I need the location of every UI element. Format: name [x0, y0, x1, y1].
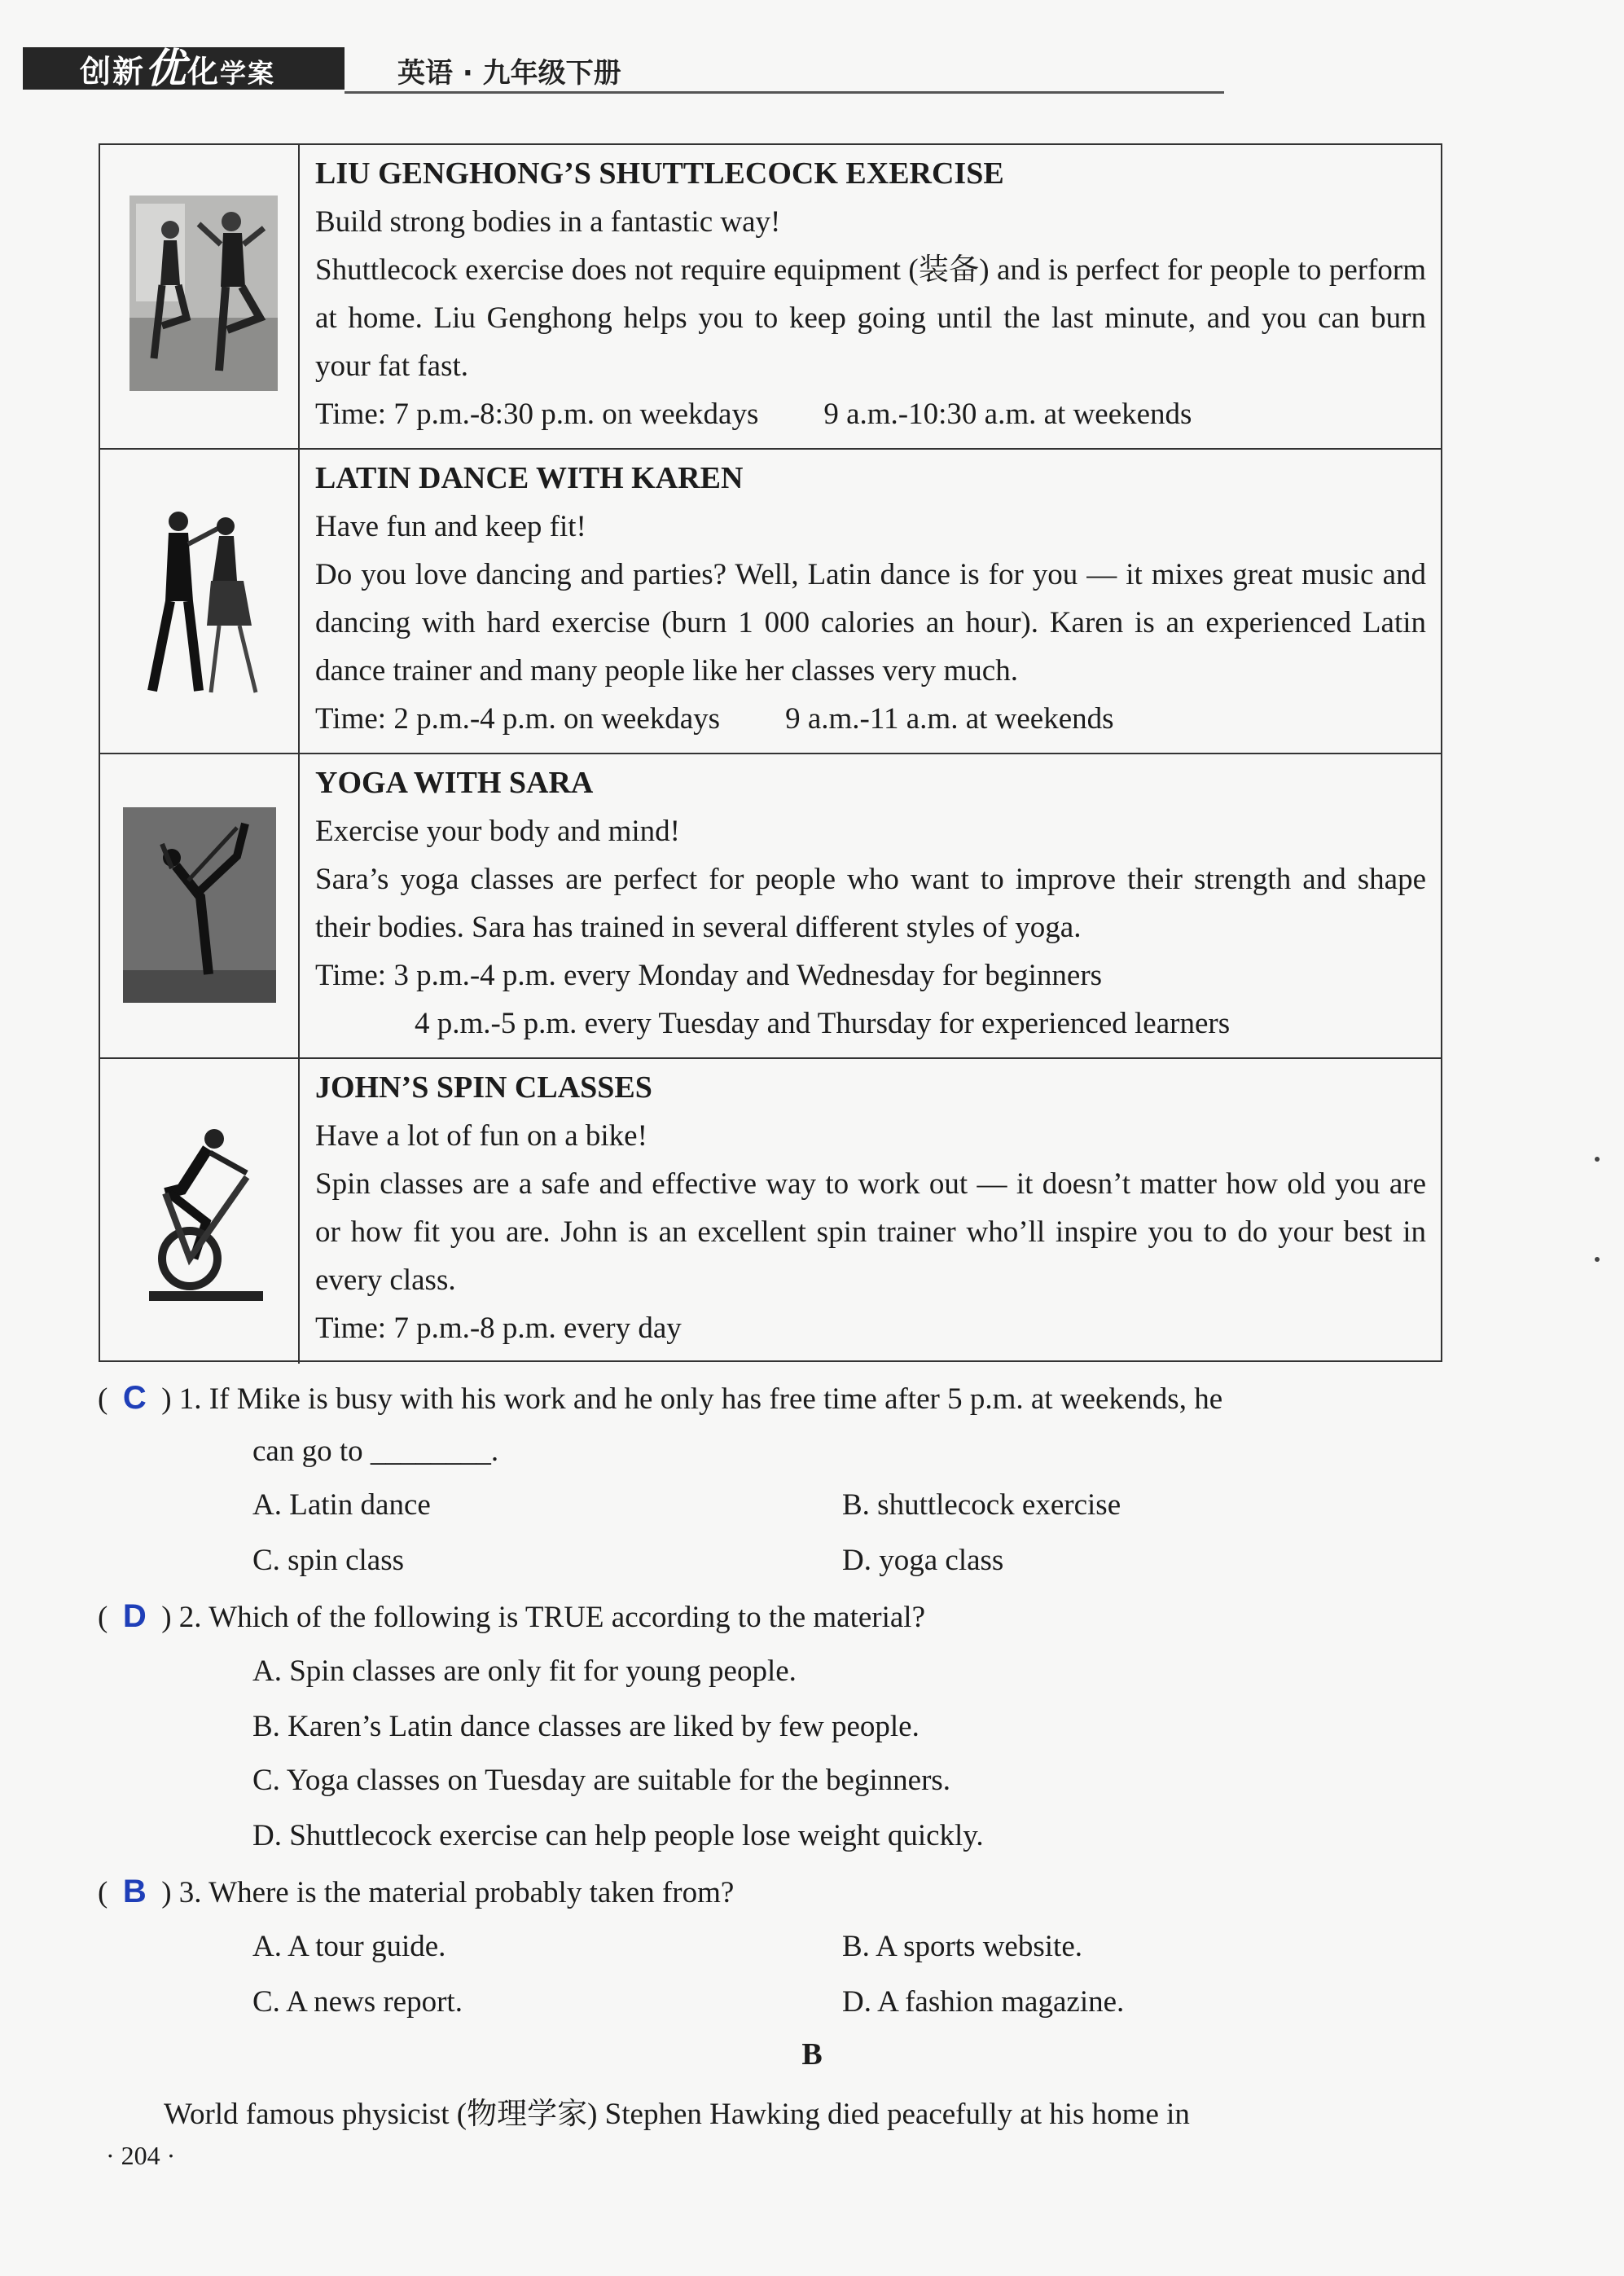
question-number: 2. — [178, 1601, 202, 1634]
option-1a: A. Latin dance — [252, 1488, 431, 1522]
ad-body: Spin classes are a safe and effective way to work out — it doesn’t matter how old you are or how fit you are. John is an excellent spin trainer who’ll inspire you to do your best in every class. — [315, 1167, 1426, 1297]
ad-text-yoga — [315, 759, 1426, 1048]
brand-logo — [23, 47, 345, 90]
section-heading: B — [801, 2037, 823, 2072]
answer-2: D — [122, 1598, 147, 1634]
ad-title: LATIN DANCE WITH KAREN — [315, 461, 744, 495]
ad-row-yoga — [100, 754, 1441, 1059]
question-number: 3. — [178, 1876, 202, 1909]
brand-text-4: 学案 — [220, 58, 276, 89]
time-weekend: 9 a.m.-10:30 a.m. at weekends — [823, 398, 1192, 431]
time-label: Time: — [315, 398, 387, 431]
option-1b: B. shuttlecock exercise — [842, 1488, 1121, 1522]
brand-text-3: 化 — [187, 54, 221, 90]
answer-1: C — [122, 1380, 147, 1416]
question-number: 1. — [178, 1382, 202, 1416]
option-1c: C. spin class — [252, 1544, 405, 1577]
question-1-stem-2: can go to ________. — [252, 1435, 499, 1468]
header-rule — [345, 91, 1224, 94]
brand-text-2: 优 — [145, 45, 188, 92]
ad-photo-cell — [100, 754, 300, 1057]
question-stem: Which of the following is TRUE according to the material? — [208, 1601, 926, 1634]
ad-photo-cell — [100, 145, 300, 448]
shuttlecock-photo — [129, 196, 278, 391]
ad-title: YOGA WITH SARA — [315, 766, 594, 800]
ad-row-latin — [100, 450, 1441, 754]
margin-mark — [1595, 1157, 1600, 1162]
ad-time — [315, 695, 1426, 743]
question-3: ( B ) 3. Where is the material probably taken from? — [98, 1874, 735, 1909]
option-2c: C. Yoga classes on Tuesday are suitable for the beginners. — [252, 1764, 951, 1797]
ad-time — [315, 1304, 1426, 1352]
ad-slogan: Build strong bodies in a fantastic way! — [315, 205, 781, 239]
passage-b-paragraph: World famous physicist (物理学家) Stephen Hawking died peacefully at his home in — [164, 2098, 1190, 2131]
question-stem: Where is the material probably taken from? — [208, 1876, 735, 1909]
yoga-photo — [123, 807, 276, 1003]
option-3d: D. A fashion magazine. — [842, 1985, 1125, 2019]
ad-text-shuttlecock — [315, 150, 1426, 438]
ad-text-latin — [315, 455, 1426, 743]
question-2: ( D ) 2. Which of the following is TRUE according to the material? — [98, 1598, 926, 1634]
ad-slogan: Have a lot of fun on a bike! — [315, 1119, 647, 1153]
option-2a: A. Spin classes are only fit for young people. — [252, 1654, 797, 1688]
ad-body: Shuttlecock exercise does not require equipment (装备) and is perfect for people to perform at home. Liu Genghong helps you to keep going until the last minute, and you can burn your fat fast. — [315, 253, 1426, 383]
brand-text-1: 创新 — [80, 54, 146, 90]
option-3c: C. A news report. — [252, 1985, 463, 2019]
ad-photo-cell — [100, 450, 300, 753]
ad-title: JOHN’S SPIN CLASSES — [315, 1070, 652, 1105]
page-number: · 204 · — [106, 2141, 176, 2170]
spin-bike-photo — [133, 1116, 279, 1312]
time-label: Time: — [315, 959, 387, 992]
option-2d: D. Shuttlecock exercise can help people lose weight quickly. — [252, 1819, 984, 1852]
ad-slogan: Exercise your body and mind! — [315, 815, 680, 848]
ad-time — [315, 951, 1426, 1000]
ad-table — [99, 143, 1442, 1362]
option-2b: B. Karen’s Latin dance classes are liked by few people. — [252, 1710, 920, 1743]
time-weekday: 7 p.m.-8:30 p.m. on weekdays — [393, 398, 759, 431]
ad-time-2: 4 p.m.-5 p.m. every Tuesday and Thursday for experienced learners — [415, 1007, 1231, 1040]
time-weekend: 9 a.m.-11 a.m. at weekends — [785, 702, 1114, 736]
ad-row-spin — [100, 1059, 1441, 1364]
page-header — [23, 47, 1205, 93]
time-daily: 7 p.m.-8 p.m. every day — [393, 1312, 682, 1345]
time-label: Time: — [315, 1312, 387, 1345]
option-3a: A. A tour guide. — [252, 1930, 446, 1963]
ad-photo-cell — [100, 1059, 300, 1364]
time-label: Time: — [315, 702, 387, 736]
subject-title: 英语 · 九年级下册 — [397, 57, 621, 90]
margin-mark — [1595, 1257, 1600, 1262]
question-stem: If Mike is busy with his work and he only has free time after 5 p.m. at weekends, he — [208, 1382, 1223, 1416]
time-beginners: 3 p.m.-4 p.m. every Monday and Wednesday for beginners — [393, 959, 1103, 992]
ad-title: LIU GENGHONG’S SHUTTLECOCK EXERCISE — [315, 156, 1004, 191]
answer-3: B — [122, 1874, 147, 1909]
latin-dance-photo — [129, 503, 276, 699]
option-1d: D. yoga class — [842, 1544, 1004, 1577]
time-weekday: 2 p.m.-4 p.m. on weekdays — [393, 702, 721, 736]
ad-body: Do you love dancing and parties? Well, Latin dance is for you — it mixes great music and dancing with hard exercise (burn 1 000 calories an hour). Karen is an experienced Latin dance trainer and many people like her classes very much. — [315, 558, 1426, 688]
option-3b: B. A sports website. — [842, 1930, 1082, 1963]
question-1: ( C ) 1. If Mike is busy with his work and he only has free time after 5 p.m. at weekends, he — [98, 1380, 1223, 1416]
ad-text-spin — [315, 1064, 1426, 1352]
ad-row-shuttlecock — [100, 145, 1441, 450]
ad-body: Sara’s yoga classes are perfect for people who want to improve their strength and shape their bodies. Sara has trained in several different styles of yoga. — [315, 863, 1426, 944]
ad-slogan: Have fun and keep fit! — [315, 510, 586, 543]
ad-time — [315, 390, 1426, 438]
